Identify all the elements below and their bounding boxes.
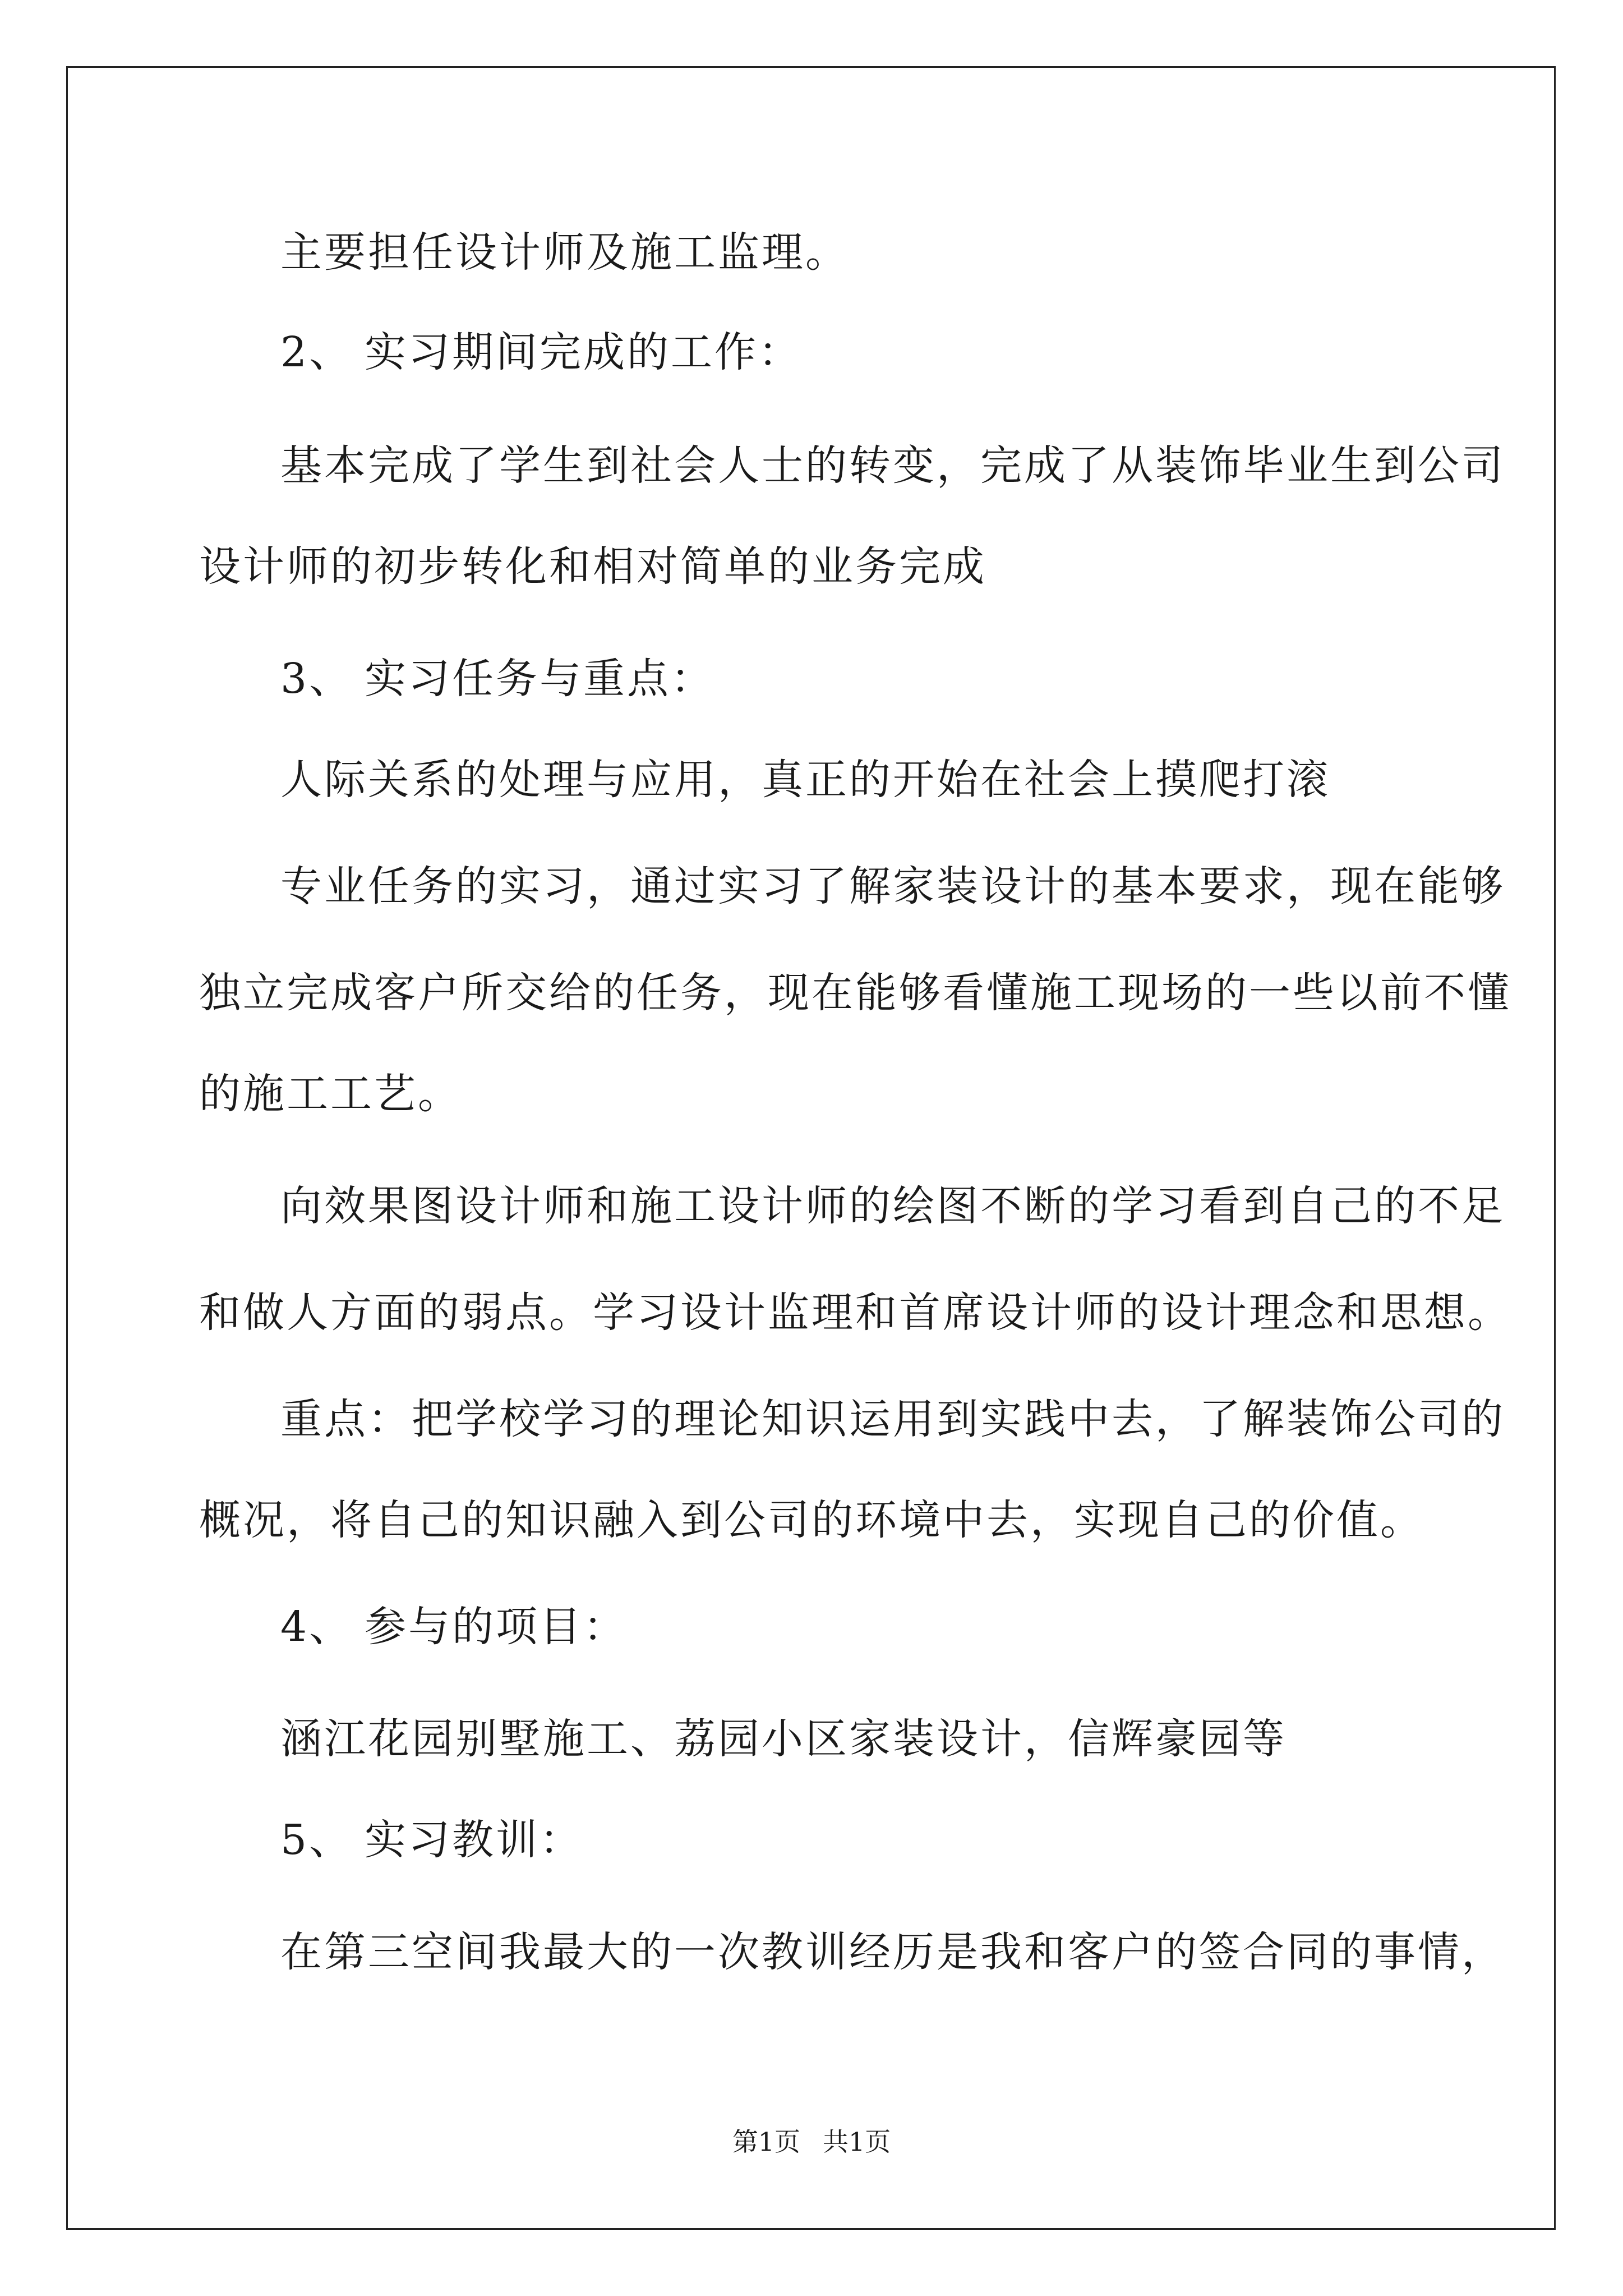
page-footer (0, 2125, 1623, 2159)
paragraph-line-3: 基本完成了学生到社会人士的转变，完成了从装饰毕业生到公司 (280, 441, 1505, 490)
paragraph-line-4: 设计师的初步转化和相对简单的业务完成 (199, 542, 986, 591)
paragraph-line-10: 向效果图设计师和施工设计师的绘图不断的学习看到自己的不足 (280, 1182, 1505, 1230)
section-number: 3、 (280, 655, 353, 703)
section-number: 2、 (280, 328, 353, 376)
section-number: 5、 (280, 1816, 353, 1864)
paragraph-line-1: 主要担任设计师及施工监理。 (280, 228, 849, 277)
section-title: 参与的项目： (365, 1603, 627, 1651)
paragraph-line-7: 专业任务的实习，通过实习了解家装设计的基本要求，现在能够 (280, 862, 1505, 910)
paragraph-line-9: 的施工工艺。 (199, 1070, 462, 1118)
section-heading-5 (280, 1812, 583, 1868)
section-title: 实习任务与重点： (365, 655, 714, 703)
section-heading-3 (280, 651, 714, 707)
paragraph-line-11: 和做人方面的弱点。学习设计监理和首席设计师的设计理念和思想。 (199, 1289, 1511, 1337)
paragraph-line-15: 涵江花园别墅施工、荔园小区家装设计，信辉豪园等 (280, 1715, 1287, 1763)
paragraph-line-13: 概况，将自己的知识融入到公司的环境中去，实现自己的价值。 (199, 1496, 1424, 1544)
section-title: 实习期间完成的工作： (365, 328, 802, 376)
section-title: 实习教训： (365, 1816, 583, 1864)
paragraph-line-17: 在第三空间我最大的一次教训经历是我和客户的签合同的事情， (280, 1928, 1505, 1976)
paragraph-line-8: 独立完成客户所交给的任务，现在能够看懂施工现场的一些以前不懂 (199, 969, 1511, 1017)
page-number: 第1页 (732, 2127, 800, 2157)
section-heading-4 (280, 1599, 627, 1655)
paragraph-line-6: 人际关系的处理与应用，真正的开始在社会上摸爬打滚 (280, 756, 1330, 804)
paragraph-line-12: 重点：把学校学习的理论知识运用到实践中去，了解装饰公司的 (280, 1395, 1505, 1443)
section-heading-2 (280, 324, 802, 380)
page-border (66, 66, 1556, 2230)
section-number: 4、 (280, 1603, 353, 1651)
page-total: 共1页 (823, 2127, 891, 2157)
